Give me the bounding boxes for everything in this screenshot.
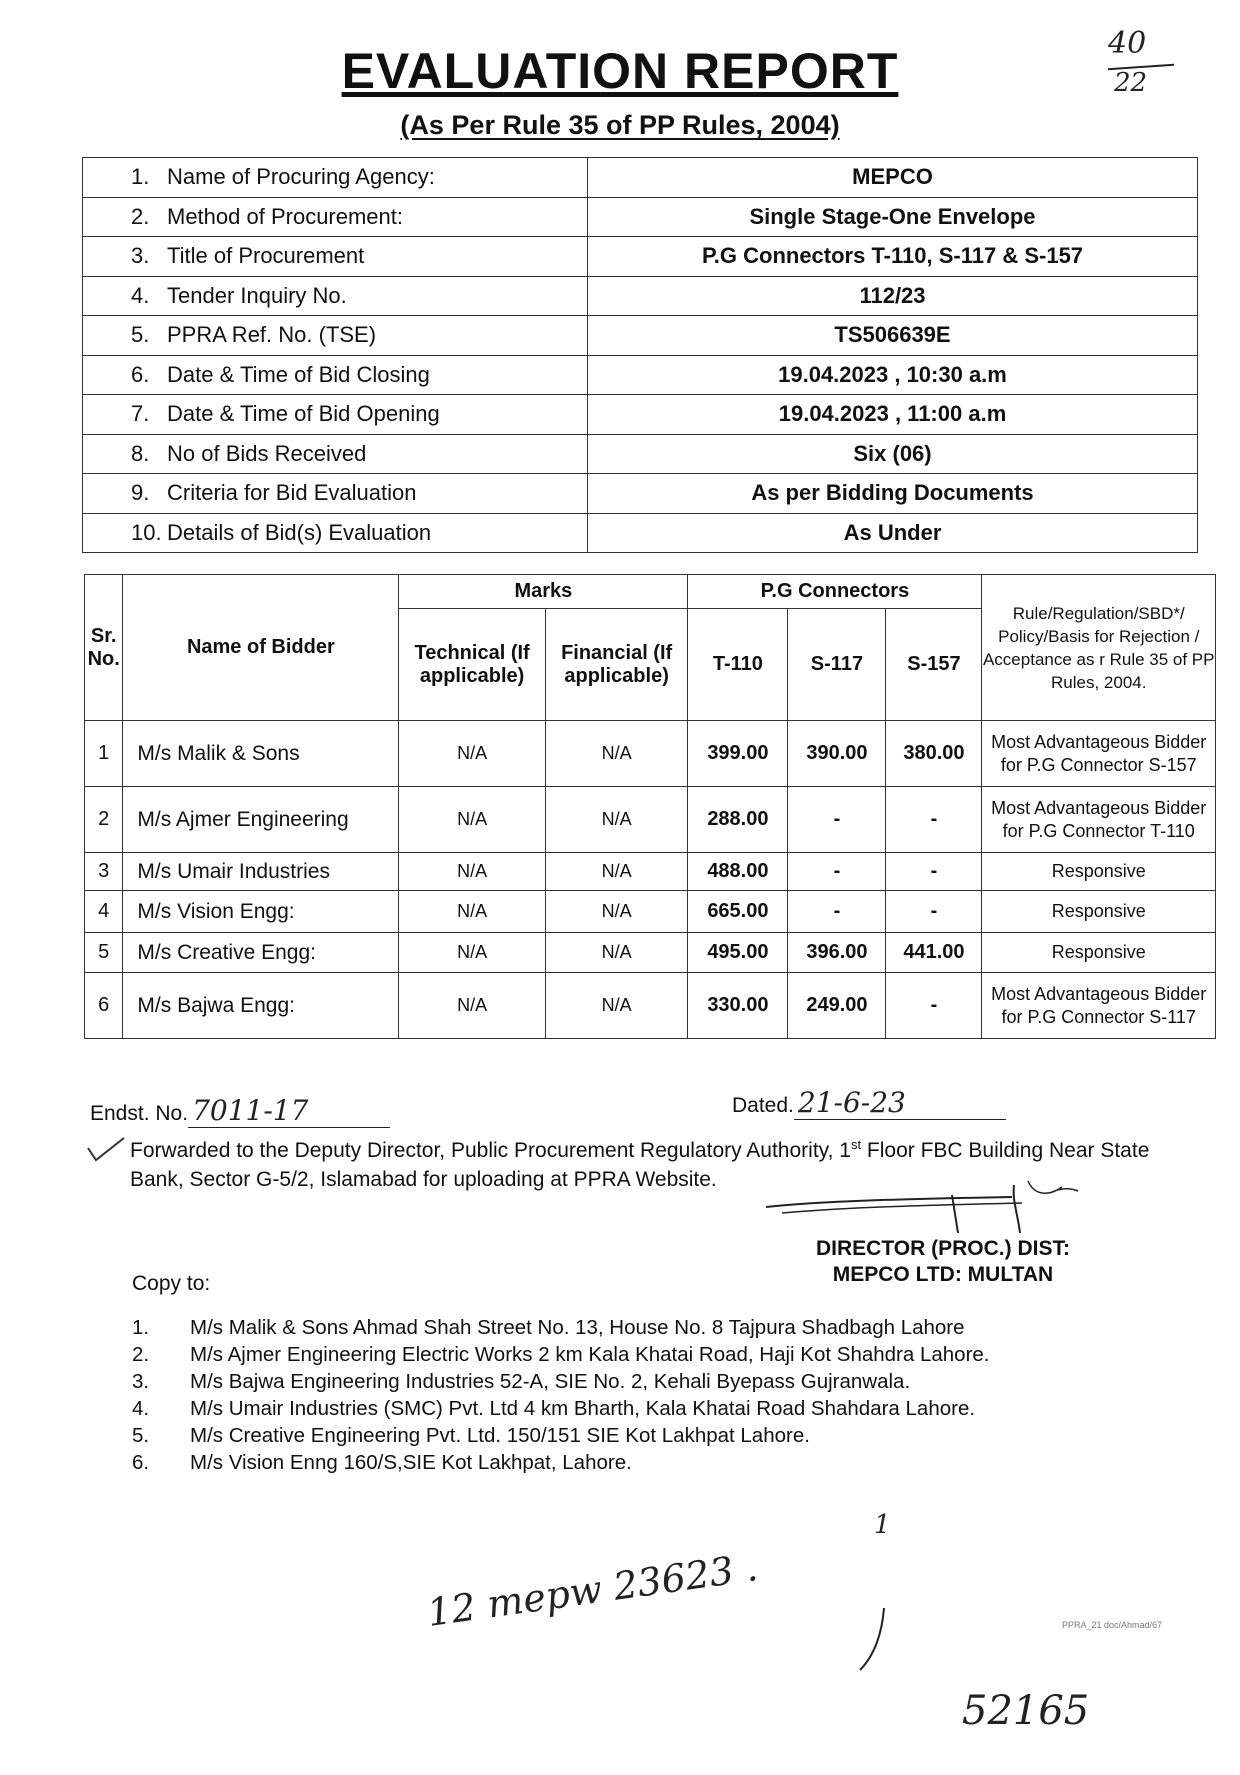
signatory-block — [816, 1236, 1070, 1288]
cell-sr: 4 — [85, 891, 123, 933]
info-label-text: Criteria for Bid Evaluation — [167, 480, 417, 506]
list-item — [132, 1451, 990, 1478]
cell-bidder-name: M/s Vision Engg: — [123, 891, 399, 933]
cell-technical: N/A — [399, 721, 546, 787]
info-number: 3. — [131, 243, 150, 269]
cell-s117: 390.00 — [788, 721, 886, 787]
info-row — [83, 237, 1198, 277]
report-subtitle: (As Per Rule 35 of PP Rules, 2004) — [400, 110, 840, 140]
header-sr-no: Sr. No. — [85, 575, 123, 721]
list-item-number: 5. — [132, 1424, 150, 1447]
dated-label: Dated. — [732, 1094, 794, 1117]
cell-bidder-name: M/s Ajmer Engineering — [123, 787, 399, 853]
cell-basis: Responsive — [982, 853, 1216, 891]
list-item-text: M/s Vision Enng 160/S,SIE Kot Lakhpat, Lahore. — [190, 1451, 632, 1474]
cell-bidder-name: M/s Umair Industries — [123, 853, 399, 891]
info-number: 4. — [131, 282, 150, 308]
list-item-number: 4. — [132, 1397, 150, 1420]
signatory-organization: MEPCO LTD: MULTAN — [832, 1263, 1054, 1286]
info-label — [83, 237, 588, 277]
cell-s117: - — [788, 891, 886, 933]
cell-s117: - — [788, 787, 886, 853]
list-item — [132, 1370, 990, 1397]
handwritten-number: 52165 — [962, 1688, 1090, 1734]
info-label-text: No of Bids Received — [167, 440, 367, 466]
cell-t110: 330.00 — [688, 973, 788, 1039]
info-number: 9. — [131, 480, 150, 506]
handwritten-note: 12 mepw 23623 . — [424, 1545, 761, 1635]
info-value: Six (06) — [588, 434, 1198, 474]
cell-s157: 380.00 — [886, 721, 982, 787]
cell-technical: N/A — [399, 853, 546, 891]
cell-financial: N/A — [545, 787, 688, 853]
list-item — [132, 1424, 990, 1451]
info-value: 19.04.2023 , 11:00 a.m — [588, 395, 1198, 435]
cell-s157: - — [886, 891, 982, 933]
info-row — [83, 434, 1198, 474]
cell-technical: N/A — [399, 891, 546, 933]
cell-technical: N/A — [399, 933, 546, 973]
list-item-text: M/s Bajwa Engineering Industries 52-A, SIE No. 2, Kehali Byepass Gujranwala. — [190, 1370, 911, 1393]
cell-t110: 488.00 — [688, 853, 788, 891]
report-title: EVALUATION REPORT — [341, 43, 899, 99]
info-label — [83, 513, 588, 553]
cell-financial: N/A — [545, 853, 688, 891]
cell-sr: 3 — [85, 853, 123, 891]
cell-basis: Most Advantageous Bidder for P.G Connector T-110 — [982, 787, 1216, 853]
cell-basis: Responsive — [982, 933, 1216, 973]
info-label-text: Name of Procuring Agency: — [167, 164, 435, 190]
cell-basis: Most Advantageous Bidder for P.G Connector S-117 — [982, 973, 1216, 1039]
list-item — [132, 1343, 990, 1370]
info-label — [83, 355, 588, 395]
info-value: 112/23 — [588, 276, 1198, 316]
handwritten-one: 1 — [874, 1510, 891, 1540]
info-number: 1. — [131, 164, 150, 190]
endorsement-date — [732, 1086, 1006, 1120]
cell-s157: - — [886, 787, 982, 853]
info-label — [83, 474, 588, 514]
cell-financial: N/A — [545, 891, 688, 933]
header-s117: S-117 — [788, 609, 886, 721]
cell-bidder-name: M/s Malik & Sons — [123, 721, 399, 787]
cell-financial: N/A — [545, 721, 688, 787]
cell-technical: N/A — [399, 973, 546, 1039]
cell-t110: 288.00 — [688, 787, 788, 853]
info-label-text: Date & Time of Bid Opening — [167, 401, 440, 427]
info-row — [83, 395, 1198, 435]
info-label-text: PPRA Ref. No. (TSE) — [167, 322, 377, 348]
info-value: As Under — [588, 513, 1198, 553]
list-item-text: M/s Creative Engineering Pvt. Ltd. 150/151 SIE Kot Lakhpat Lahore. — [190, 1424, 810, 1447]
cell-s157: - — [886, 973, 982, 1039]
cell-t110: 399.00 — [688, 721, 788, 787]
info-number: 10. — [131, 519, 162, 545]
info-label — [83, 276, 588, 316]
info-number: 5. — [131, 322, 150, 348]
info-number: 6. — [131, 361, 150, 387]
info-label — [83, 395, 588, 435]
cell-t110: 495.00 — [688, 933, 788, 973]
info-label-text: Tender Inquiry No. — [167, 282, 347, 308]
table-row — [85, 891, 1216, 933]
header-pg-connectors: P.G Connectors — [688, 575, 982, 609]
cell-s157: - — [886, 853, 982, 891]
header-s157: S-157 — [886, 609, 982, 721]
bid-evaluation-table — [84, 574, 1216, 1039]
cell-bidder-name: M/s Bajwa Engg: — [123, 973, 399, 1039]
info-number: 8. — [131, 440, 150, 466]
info-row — [83, 513, 1198, 553]
cell-basis: Responsive — [982, 891, 1216, 933]
copy-to-list — [132, 1316, 990, 1478]
handwritten-stroke — [858, 1604, 888, 1674]
info-value: 19.04.2023 , 10:30 a.m — [588, 355, 1198, 395]
info-label-text: Method of Procurement: — [167, 203, 404, 229]
info-row — [83, 355, 1198, 395]
info-value: TS506639E — [588, 316, 1198, 356]
table-row — [85, 721, 1216, 787]
procurement-info-table — [82, 157, 1198, 553]
cell-s117: - — [788, 853, 886, 891]
header-financial: Financial (If applicable) — [545, 609, 688, 721]
info-number: 7. — [131, 401, 150, 427]
endst-label: Endst. No. — [90, 1102, 189, 1125]
list-item — [132, 1316, 990, 1343]
info-label — [83, 316, 588, 356]
info-row — [83, 197, 1198, 237]
checkmark-icon — [86, 1136, 126, 1169]
info-label-text: Title of Procurement — [167, 243, 365, 269]
info-label — [83, 197, 588, 237]
table-row — [85, 853, 1216, 891]
endst-value: 7011-17 — [188, 1094, 390, 1128]
info-value: P.G Connectors T-110, S-117 & S-157 — [588, 237, 1198, 277]
cell-financial: N/A — [545, 973, 688, 1039]
cell-s117: 396.00 — [788, 933, 886, 973]
info-row — [83, 158, 1198, 198]
list-item-number: 6. — [132, 1451, 150, 1474]
info-label-text: Date & Time of Bid Closing — [167, 361, 430, 387]
list-item-text: M/s Malik & Sons Ahmad Shah Street No. 13, House No. 8 Tajpura Shadbagh Lahore — [190, 1316, 965, 1339]
info-label — [83, 434, 588, 474]
cell-technical: N/A — [399, 787, 546, 853]
dated-value: 21-6-23 — [794, 1086, 1006, 1120]
cell-s157: 441.00 — [886, 933, 982, 973]
header-rule-basis: Rule/Regulation/SBD*/ Policy/Basis for Rejection / Acceptance as r Rule 35 of PP Rules, 2004. — [982, 575, 1216, 721]
info-number: 2. — [131, 203, 150, 229]
info-row — [83, 276, 1198, 316]
forwarding-note: Forwarded to the Deputy Director, Public Procurement Regulatory Authority, 1st Floor FBC Building Near State Bank, Sector G-5/2, Islamabad for uploading at PPRA Website. — [130, 1137, 1150, 1191]
copy-to-label: Copy to: — [132, 1272, 211, 1295]
list-item-number: 2. — [132, 1343, 150, 1366]
header-technical: Technical (If applicable) — [399, 609, 546, 721]
info-value: As per Bidding Documents — [588, 474, 1198, 514]
list-item-number: 1. — [132, 1316, 150, 1339]
info-label — [83, 158, 588, 198]
signatory-title: DIRECTOR (PROC.) DIST: — [816, 1237, 1070, 1260]
cell-basis: Most Advantageous Bidder for P.G Connector S-157 — [982, 721, 1216, 787]
footer-reference: PPRA_21 doc/Ahmad/67 — [1062, 1620, 1163, 1630]
header-t110: T-110 — [688, 609, 788, 721]
cell-sr: 6 — [85, 973, 123, 1039]
info-value: MEPCO — [588, 158, 1198, 198]
cell-sr: 1 — [85, 721, 123, 787]
header-marks: Marks — [399, 575, 688, 609]
table-row — [85, 973, 1216, 1039]
endorsement-number — [90, 1094, 390, 1128]
list-item — [132, 1397, 990, 1424]
info-row — [83, 316, 1198, 356]
info-label-text: Details of Bid(s) Evaluation — [167, 519, 432, 545]
page-mark-bottom: 22 — [1114, 68, 1148, 98]
page-mark-top: 40 — [1108, 26, 1147, 61]
cell-bidder-name: M/s Creative Engg: — [123, 933, 399, 973]
signature-scribble — [762, 1165, 1092, 1235]
cell-sr: 5 — [85, 933, 123, 973]
cell-t110: 665.00 — [688, 891, 788, 933]
info-value: Single Stage-One Envelope — [588, 197, 1198, 237]
list-item-text: M/s Ajmer Engineering Electric Works 2 km Kala Khatai Road, Haji Kot Shahdra Lahore. — [190, 1343, 990, 1366]
info-row — [83, 474, 1198, 514]
list-item-number: 3. — [132, 1370, 150, 1393]
table-row — [85, 787, 1216, 853]
cell-financial: N/A — [545, 933, 688, 973]
list-item-text: M/s Umair Industries (SMC) Pvt. Ltd 4 km Bharth, Kala Khatai Road Shahdara Lahore. — [190, 1397, 976, 1420]
cell-sr: 2 — [85, 787, 123, 853]
cell-s117: 249.00 — [788, 973, 886, 1039]
table-row — [85, 933, 1216, 973]
header-bidder-name: Name of Bidder — [123, 575, 399, 721]
